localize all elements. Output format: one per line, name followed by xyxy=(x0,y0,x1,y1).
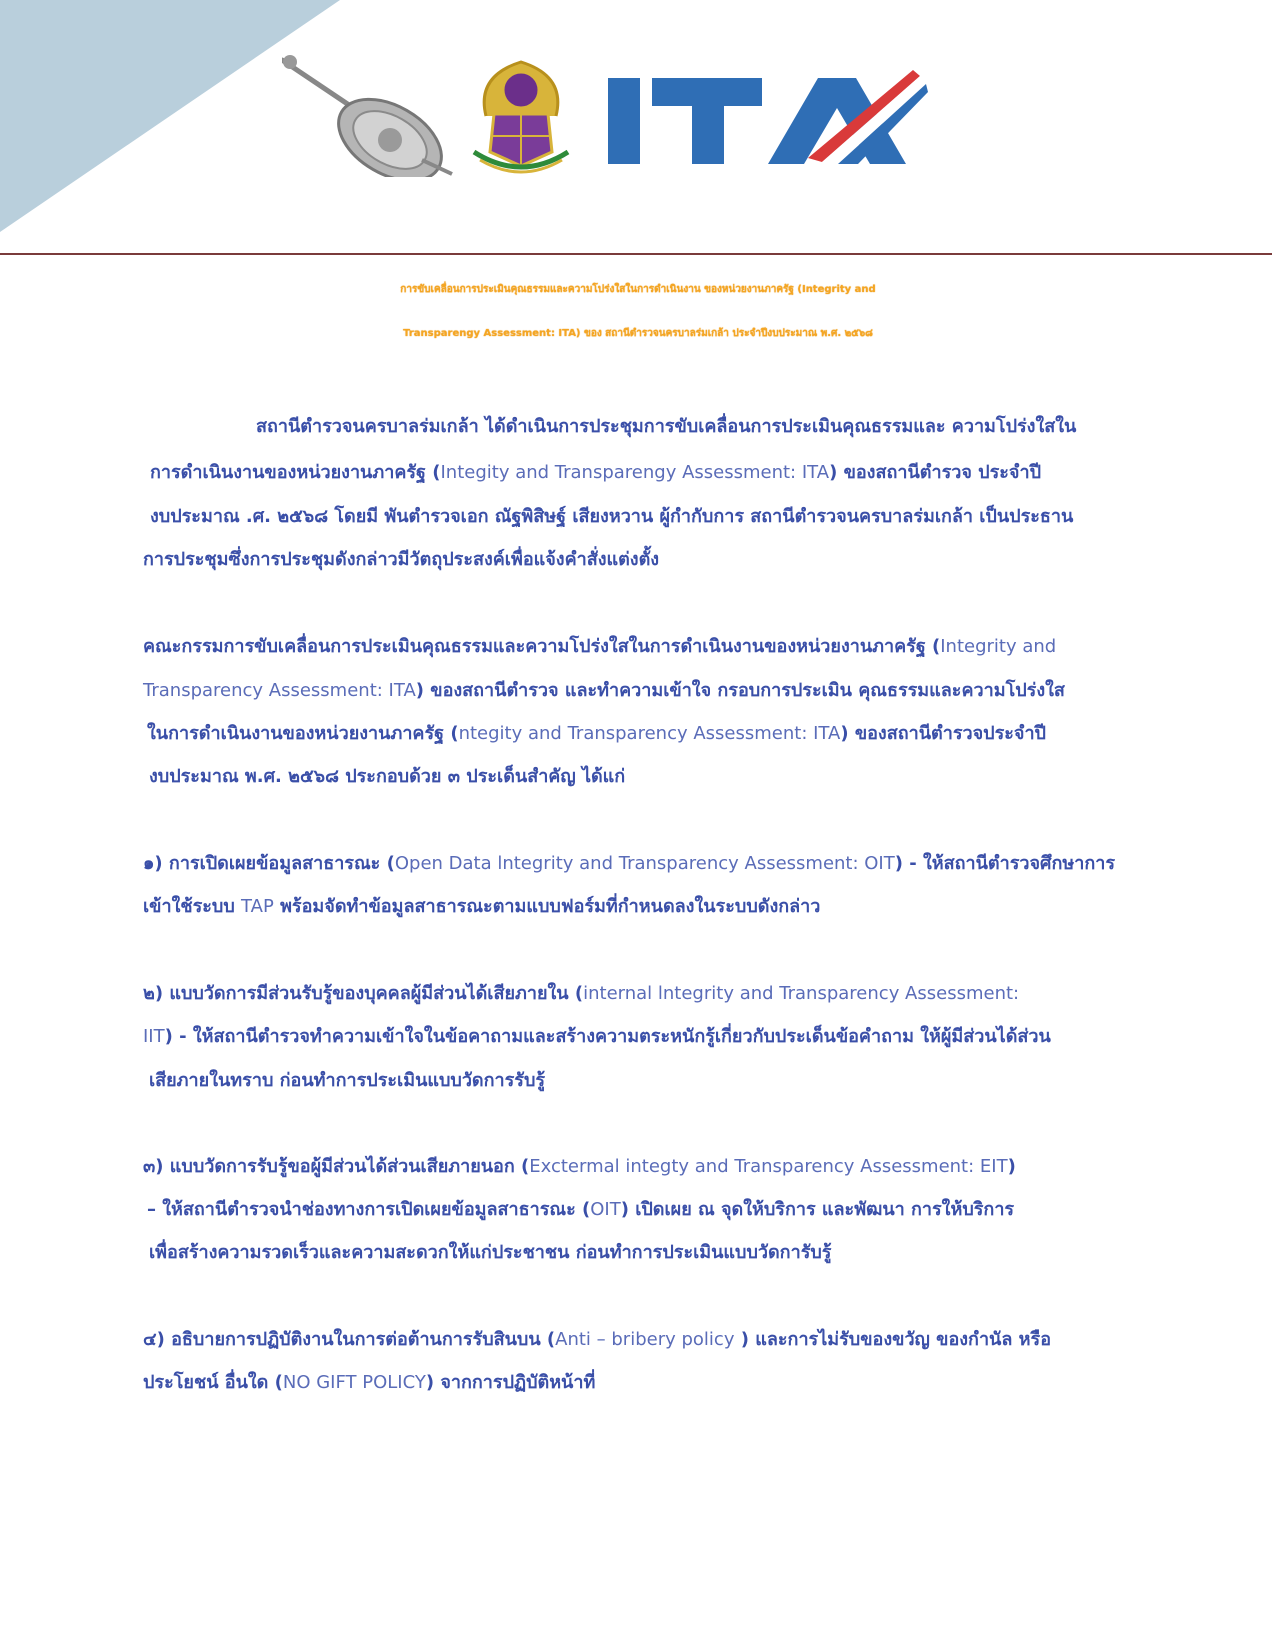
title-line-2: Transparengy Assessment: ITA) ของ สถานีตำรวจนครบาลร่มเกล้า ประจำปีงบประมาณ พ.ศ. ๒๕๖๘ xyxy=(403,328,873,339)
item1-line-1: ๑) การเปิดเผยข้อมูลสาธารณะ (Open Data lntegrity and Transparency Assessment: OIT) - ให้สถานีตำรวจศึกษาการ xyxy=(143,853,1116,874)
item2-line-1: ๒) แบบวัดการมีส่วนรับรู้ของบุคคลผู้มีส่วนได้เสียภายใน (internal lntegrity and Transparency Assessment: xyxy=(143,983,1020,1004)
ceremonial-fan-emblem xyxy=(282,52,457,177)
item1-line-2: เข้าใช้ระบบ TAP พร้อมจัดทำข้อมูลสาธารณะตามแบบฟอร์มที่กำหนดลงในระบบดังกล่าว xyxy=(143,896,821,917)
item2-line-2: IIT) - ให้สถานีตำรวจทำความเข้าใจในข้อคาถามและสร้างความตระหนักรู้เกี่ยวกับประเด็นข้อคำถาม ให้ผู้มีส่วนได้ส่วน xyxy=(143,1026,1051,1047)
item3-line-2: – ให้สถานีตำรวจนำช่องทางการเปิดเผยข้อมูลสาธารณะ (OIT) เปิดเผย ณ จุดให้บริการ และพัฒนา การให้บริการ xyxy=(147,1199,1015,1220)
item4-line-1: ๔) อธิบายการปฏิบัติงานในการต่อต้านการรับสินบน (Anti – bribery policy ) และการไม่รับของขวัญ ของกำนัล หรือ xyxy=(143,1329,1052,1350)
p2-line-1: คณะกรรมการขับเคลื่อนการประเมินคุณธรรมและความโปร่งใสในการดำเนินงานของหน่วยงานภาครัฐ (Integrity and xyxy=(143,636,1057,657)
p2-line-4: งบประมาณ พ.ศ. ๒๕๖๘ ประกอบด้วย ๓ ประเด็นสำคัญ ได้แก่ xyxy=(149,766,626,787)
p1-line-4: การประชุมซึ่งการประชุมดังกล่าวมีวัตถุประสงค์เพื่อแจ้งคำสั่งแต่งตั้ง xyxy=(143,549,660,570)
item3-line-1: ๓) แบบวัดการรับรู้ขอผู้มีส่วนได้ส่วนเสียภายนอก (Exctermal integty and Transparency Assessment: EIT) xyxy=(143,1156,1016,1177)
item2-line-3: เสียภายในทราบ ก่อนทำการประเมินแบบวัดการรับรู้ xyxy=(149,1070,546,1091)
p1-line-3: งบประมาณ .ศ. ๒๕๖๘ โดยมี พันตำรวจเอก ณัฐพิสิษฐ์ เสียงหวาน ผู้กำกับการ สถานีตำรวจนครบาลร่มเกล้า เป็นประธาน xyxy=(150,506,1074,527)
item4-line-2: ประโยชน์ อื่นใด (NO GIFT POLICY) จากการปฏิบัติหน้าที่ xyxy=(143,1372,596,1393)
header-divider xyxy=(0,253,1272,255)
ita-logo xyxy=(608,62,928,172)
p1-line-1: สถานีตำรวจนครบาลร่มเกล้า ได้ดำเนินการประชุมการขับเคลื่อนการประเมินคุณธรรมและ ความโปร่งใสใน xyxy=(256,416,1077,437)
police-school-emblem xyxy=(466,56,576,178)
p2-line-2: Transparency Assessment: ITA) ของสถานีตำรวจ และทำความเข้าใจ กรอบการประเมิน คุณธรรมและความโปร่งใส xyxy=(143,680,1065,701)
title-line-1: การขับเคลื่อนการประเมินคุณธรรมและความโปร่งใสในการดำเนินงาน ของหน่วยงานภาครัฐ (Integrity and xyxy=(400,284,876,295)
p2-line-3: ในการดำเนินงานของหน่วยงานภาครัฐ (ntegity and Transparency Assessment: ITA) ของสถานีตำรวจประจำปี xyxy=(147,723,1046,744)
item3-line-3: เพื่อสร้างความรวดเร็วและความสะดวกให้แก่ประชาชน ก่อนทำการประเมินแบบวัดการับรู้ xyxy=(149,1242,832,1263)
p1-line-2: การดำเนินงานของหน่วยงานภาครัฐ (Integity and Transparengy Assessment: ITA) ของสถานีตำรวจ ประจำปี xyxy=(150,462,1041,483)
